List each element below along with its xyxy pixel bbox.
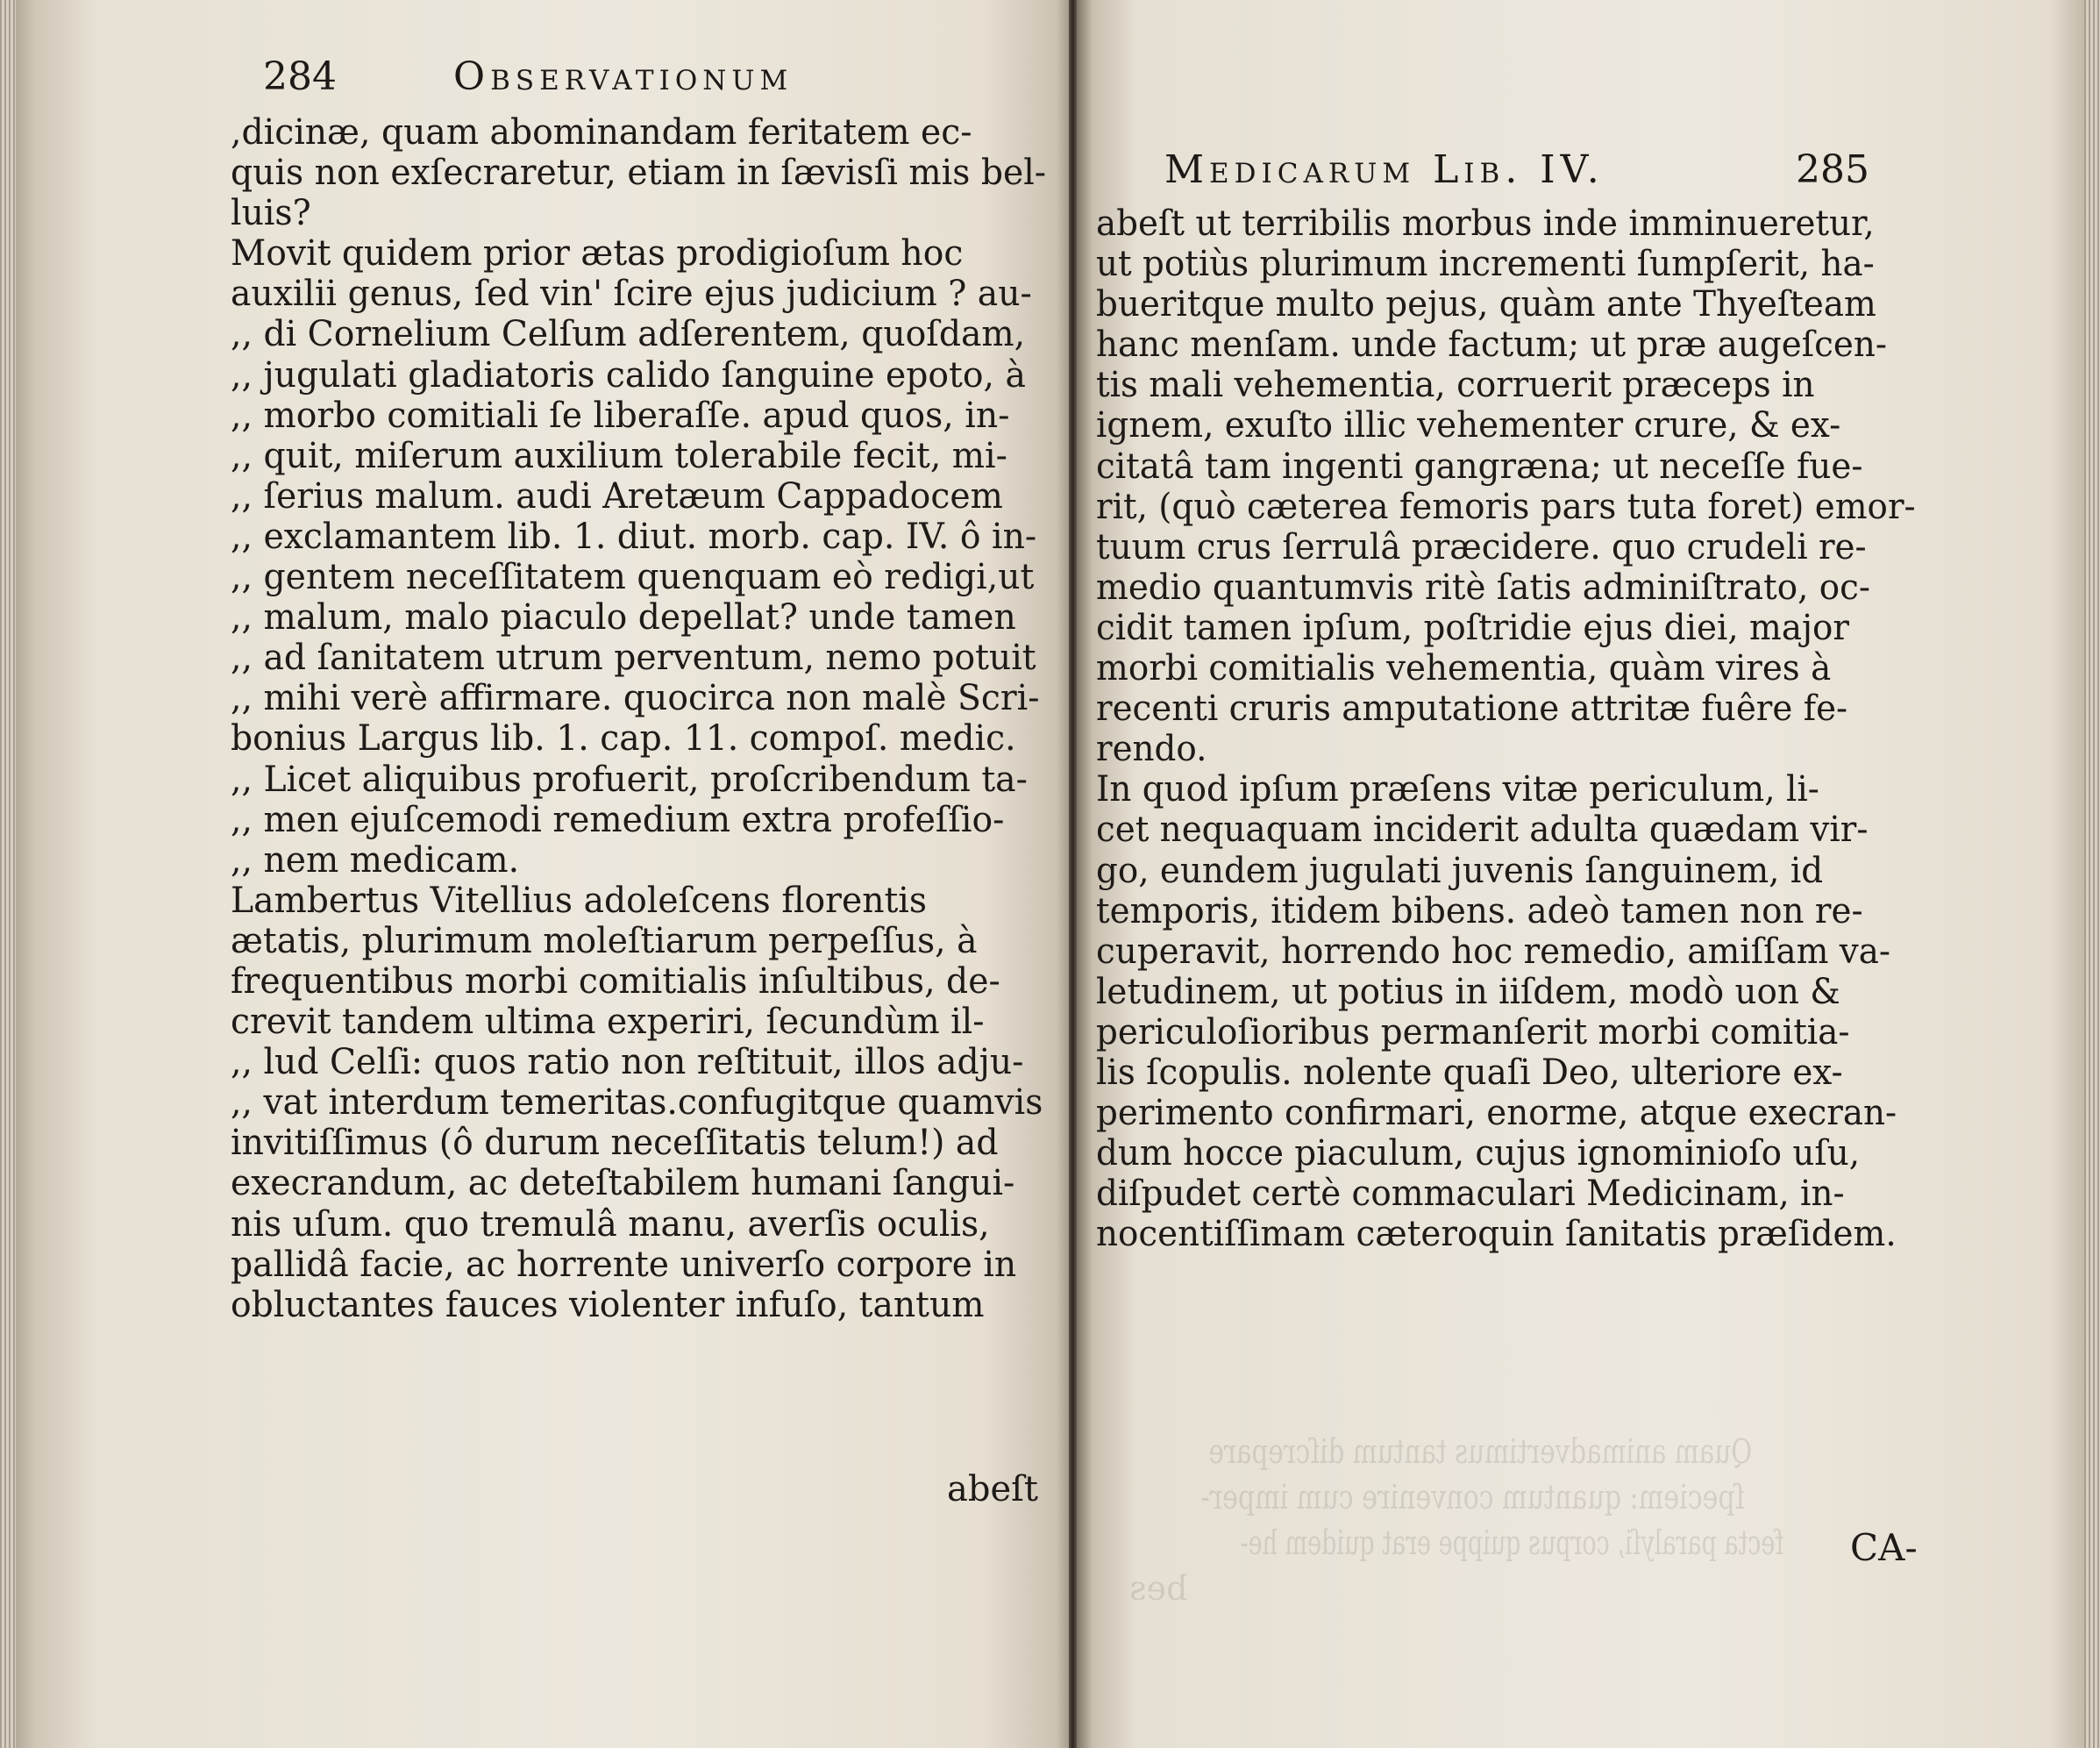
right-line: tuum crus ſerrulâ præcidere. quo crudeli re- xyxy=(1096,526,1867,567)
right-line: abeſt ut terribilis morbus inde imminueretur, xyxy=(1096,203,1875,244)
left-line: ,, morbo comitiali ſe liberaſſe. apud quos, in- xyxy=(231,395,1010,436)
left-text-block xyxy=(231,112,1061,1325)
right-line: dum hocce piaculum, cujus ignominioſo uſu, xyxy=(1096,1133,1861,1174)
left-line: ,, vat interdum temeritas.confugitque quamvis xyxy=(231,1082,1043,1124)
right-line: ignem, exuſto illic vehementer crure, & ex- xyxy=(1096,405,1841,446)
left-line: ,, nem medicam. xyxy=(231,839,520,881)
right-line: rendo. xyxy=(1096,729,1207,770)
right-line: morbi comitialis vehementia, quàm vires à xyxy=(1096,648,1832,689)
book-gutter xyxy=(1069,0,1077,1748)
show-through-line: ſpeciem: quantum convenire cum imper- xyxy=(1200,1478,1745,1516)
right-line: diſpudet certè commaculari Medicinam, in- xyxy=(1096,1174,1845,1215)
right-page-number: 285 xyxy=(1796,147,1869,192)
left-line: crevit tandem ultima experiri, ſecundùm il- xyxy=(231,1002,985,1043)
right-line: nocentiſſimam cæteroquin ſanitatis præſidem. xyxy=(1096,1214,1897,1255)
left-line: luis? xyxy=(231,193,311,234)
left-line: invitiſſimus (ô durum neceſſitatis telum!) ad xyxy=(231,1123,999,1164)
left-line: ,, ad ſanitatem utrum perventum, nemo potuit xyxy=(231,638,1036,679)
right-catchword: CA- xyxy=(1850,1526,1918,1569)
left-line: quis non exſecraretur, etiam in ſævisſi mis bel- xyxy=(231,153,1047,194)
left-line: ,, exclamantem lib. 1. diut. morb. cap. IV. ô in- xyxy=(231,516,1037,557)
right-line: In quod ipſum præſens vitæ periculum, li- xyxy=(1096,769,1819,810)
left-line: pallidâ facie, ac horrente univerſo corpore in xyxy=(231,1244,1017,1285)
left-line: frequentibus morbi comitialis inſultibus, de- xyxy=(231,960,1000,1002)
right-line: ut potiùs plurimum incrementi ſumpſerit, ha- xyxy=(1096,244,1875,285)
right-text-block xyxy=(1096,203,1940,1254)
left-line: bonius Largus lib. 1. cap. 11. compoſ. medic. xyxy=(231,718,1016,760)
left-line: ,, men ejuſcemodi remedium extra profeſſio- xyxy=(231,799,1005,840)
left-line: auxilii genus, ſed vin' ſcire ejus judicium ? au- xyxy=(231,274,1032,315)
left-line: ,, jugulati gladiatoris calido ſanguine epoto, à xyxy=(231,354,1026,396)
left-line: ætatis, plurimum moleſtiarum perpeſſus, à xyxy=(231,920,978,961)
left-catchword: abeſt xyxy=(947,1469,1039,1509)
left-line: Lambertus Vitellius adoleſcens florentis xyxy=(231,880,928,921)
right-line: citatâ tam ingenti gangræna; ut neceſſe fue- xyxy=(1096,446,1863,487)
right-page xyxy=(1077,0,2100,1748)
show-through-line: fecta paralyſi, corpus quippe erat quidem he- xyxy=(1240,1523,1784,1562)
right-line: lis ſcopulis. nolente quaſi Deo, ulteriore ex- xyxy=(1096,1052,1843,1093)
left-line: ,, Licet aliquibus profuerit, proſcribendum ta- xyxy=(231,759,1028,800)
right-line: temporis, itidem bibens. adeò tamen non re- xyxy=(1096,890,1863,931)
left-line: obluctantes fauces violenter infuſo, tantum xyxy=(231,1284,985,1325)
right-line: hanc menſam. unde factum; ut præ augeſcen- xyxy=(1096,325,1888,366)
right-line: cidit tamen ipſum, poſtridie ejus diei, major xyxy=(1096,607,1850,648)
left-line: Movit quidem prior ætas prodigioſum hoc xyxy=(231,233,964,275)
right-line: perimento confirmari, enorme, atque execran- xyxy=(1096,1093,1897,1134)
left-line: ,, quit, miſerum auxilium tolerabile fecit, mi- xyxy=(231,435,1007,476)
left-line: nis uſum. quo tremulâ manu, averſis oculis, xyxy=(231,1203,990,1245)
right-line: letudinem, ut potius in iiſdem, modò uon & xyxy=(1096,971,1840,1012)
left-line: ,dicinæ, quam abominandam feritatem ec- xyxy=(231,112,972,153)
left-line: ,, di Cornelium Celſum adſerentem, quoſdam, xyxy=(231,314,1026,355)
left-running-title: Observationum xyxy=(453,54,794,99)
show-through-line: bes xyxy=(1129,1569,1188,1608)
left-line: ,, ſerius malum. audi Aretæum Cappadocem xyxy=(231,475,1003,517)
left-line: ,, mihi verè affirmare. quocirca non malè Scri- xyxy=(231,678,1040,719)
page-edge-right xyxy=(2084,0,2100,1748)
left-line: ,, malum, malo piaculo depellat? unde tamen xyxy=(231,597,1016,639)
right-line: recenti cruris amputatione attritæ fuêre fe- xyxy=(1096,688,1848,730)
right-line: tis mali vehementia, corruerit præceps in xyxy=(1096,365,1815,406)
show-through-line: Quam animadvertimus tantum diſcrepare xyxy=(1208,1432,1753,1471)
page-edge-left xyxy=(0,0,16,1748)
right-line: cuperavit, horrendo hoc remedio, amiſſam va- xyxy=(1096,931,1890,972)
right-line: bueritque multo pejus, quàm ante Thyeſteam xyxy=(1096,284,1876,325)
right-line: go, eundem jugulati juvenis ſanguinem, id xyxy=(1096,850,1824,891)
left-page-number: 284 xyxy=(263,54,337,99)
right-line: periculoſioribus permanſerit morbi comitia- xyxy=(1096,1011,1850,1052)
right-line: rit, (quò cæterea femoris pars tuta foret) emor- xyxy=(1096,486,1916,527)
right-line: medio quantumvis ritè ſatis adminiſtrato, oc- xyxy=(1096,567,1871,608)
right-line: cet nequaquam inciderit adulta quædam vir- xyxy=(1096,810,1869,851)
left-line: ,, gentem neceſſitatem quenquam eò redigi,ut xyxy=(231,557,1035,598)
left-line: execrandum, ac deteſtabilem humani ſangui- xyxy=(231,1163,1015,1204)
right-running-title: Medicarum Lib. IV. xyxy=(1164,147,1605,192)
left-line: ,, lud Celſi: quos ratio non reſtituit, illos adju- xyxy=(231,1042,1024,1083)
